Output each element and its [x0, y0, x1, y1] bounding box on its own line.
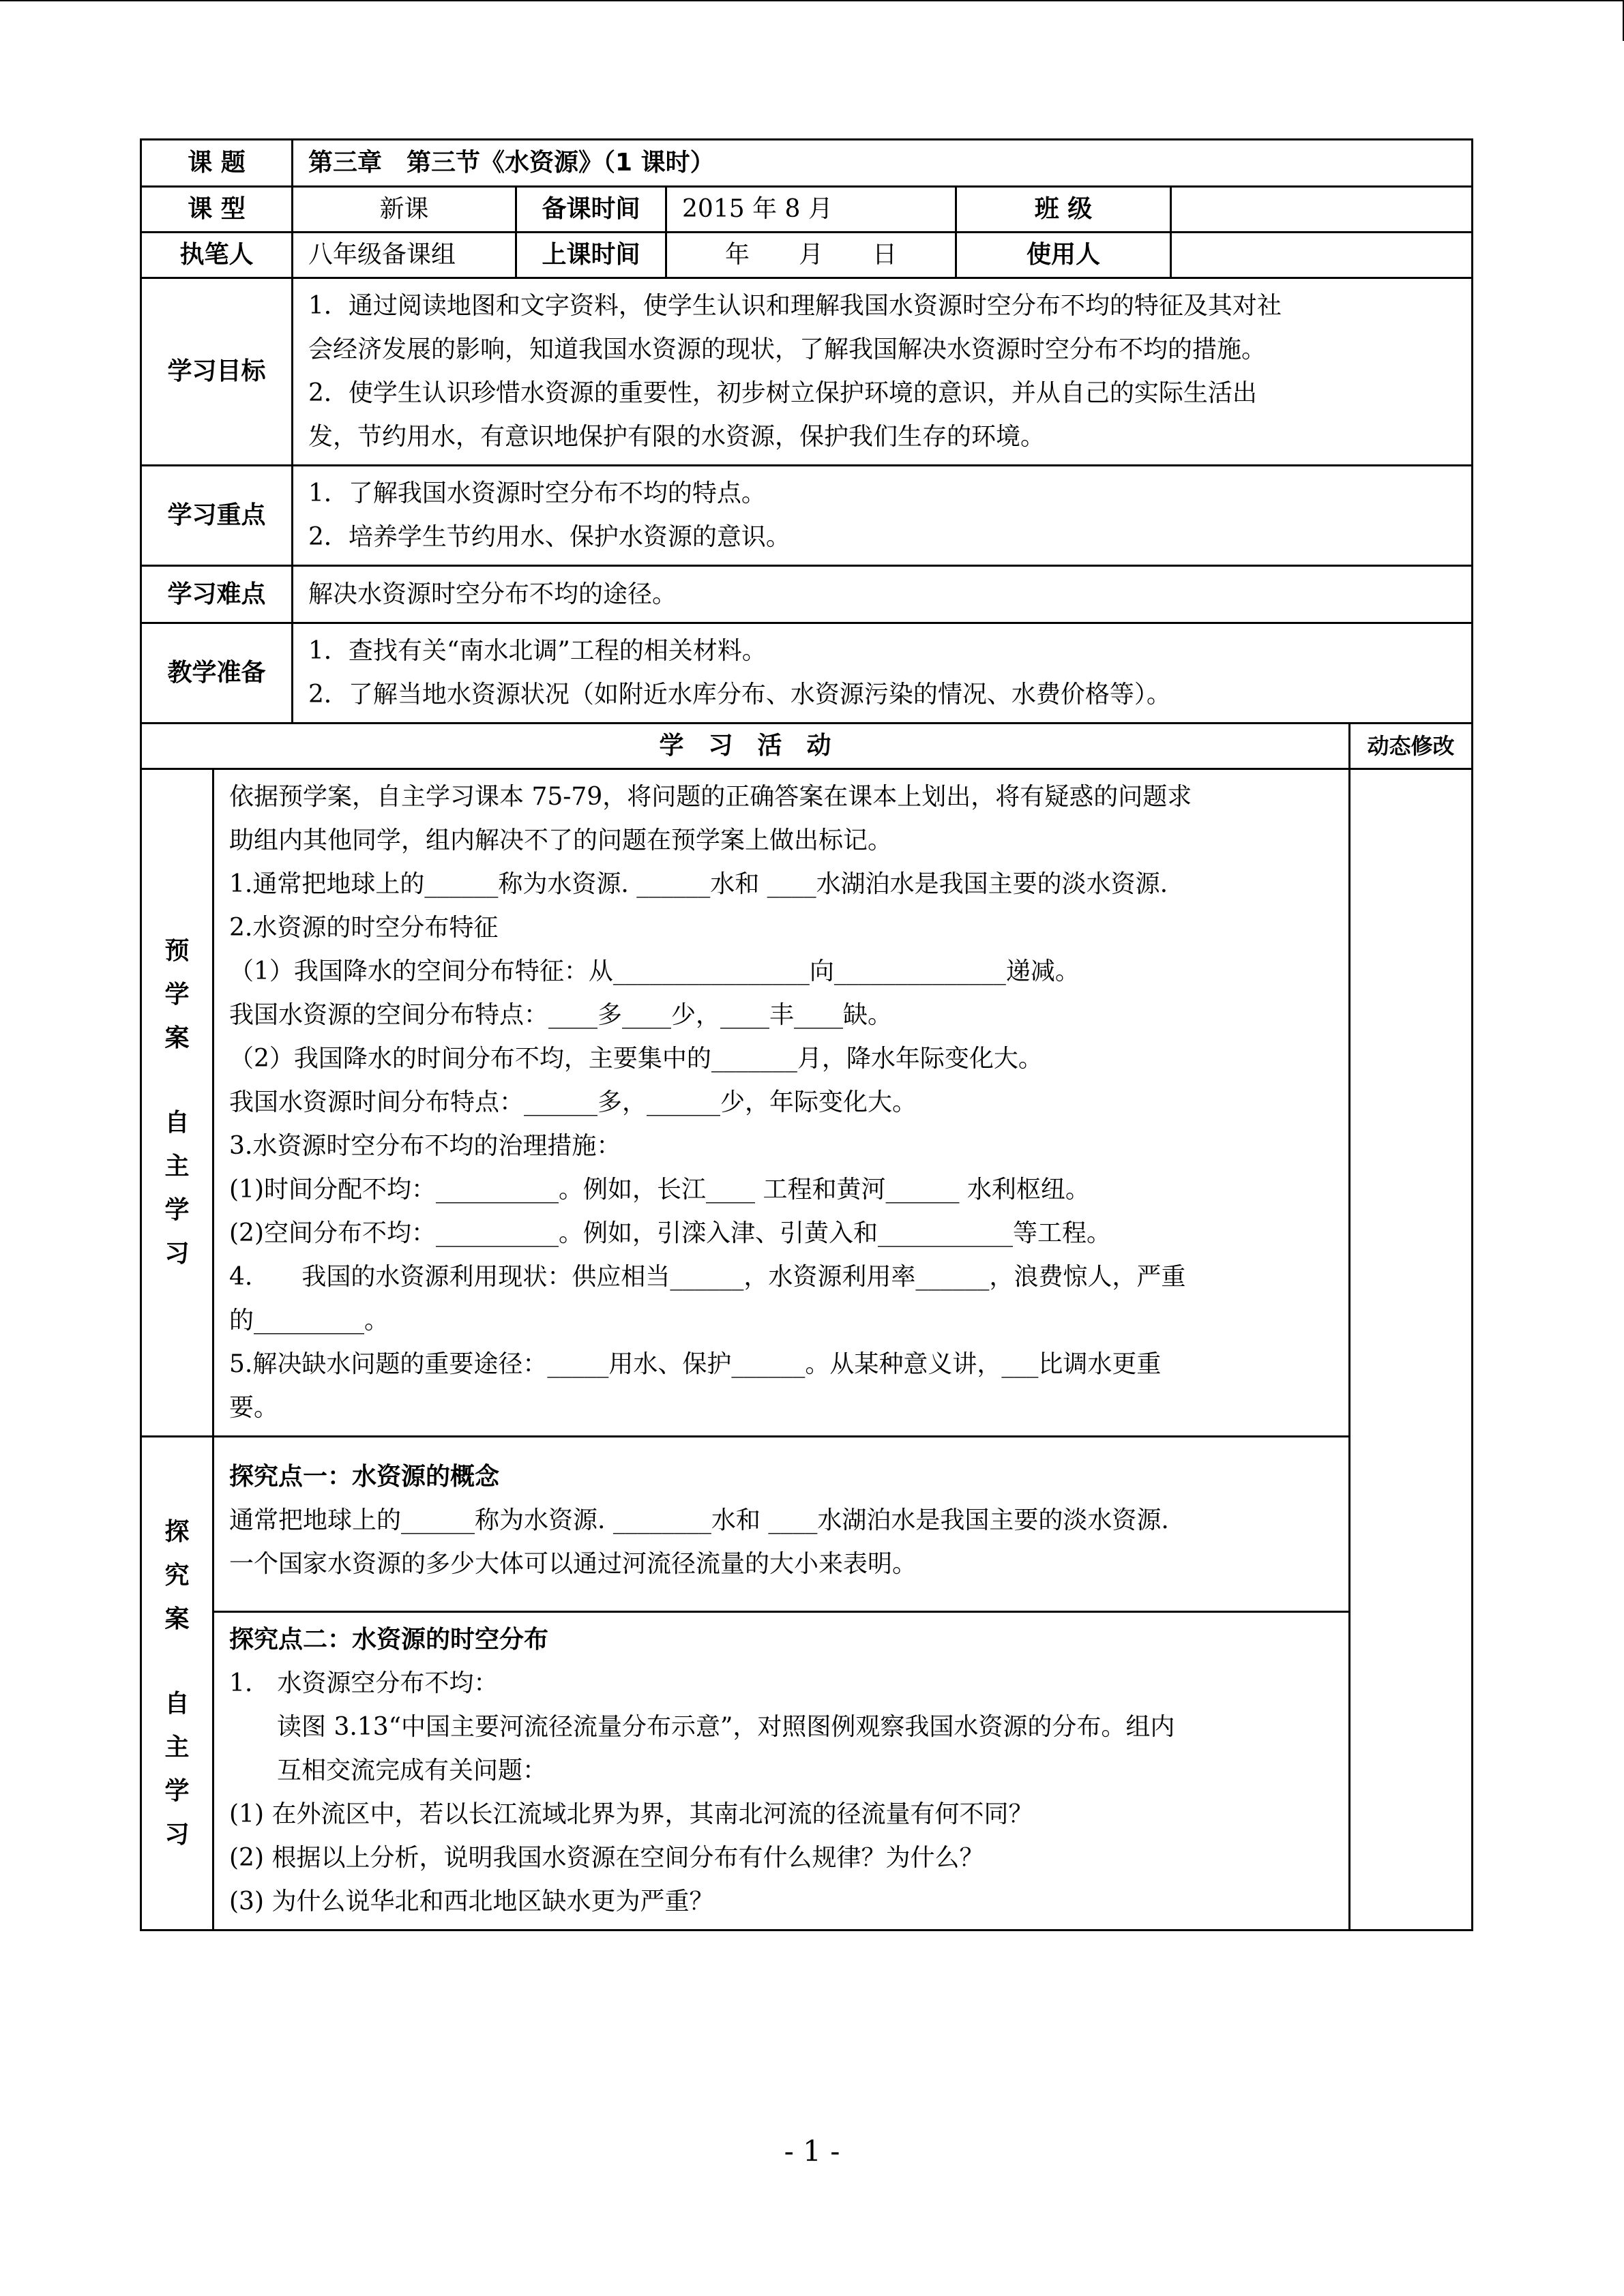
preview-line: 依据预学案，自主学习课本 75-79，将问题的正确答案在课本上划出，将有疑惑的问题求 — [229, 783, 1192, 811]
explore-point-2-line: (1) 在外流区中，若以长江流域北界为界，其南北河流的径流量有何不同？ — [229, 1800, 1033, 1828]
row-objectives — [141, 278, 1473, 466]
class-label: 班 级 — [956, 187, 1171, 233]
objectives-line: 会经济发展的影响，知道我国水资源的现状，了解我国解决水资源时空分布不均的措施。 — [308, 336, 1267, 363]
objectives-line: 1．通过阅读地图和文字资料，使学生认识和理解我国水资源时空分布不均的特征及其对社 — [308, 292, 1282, 320]
author-label: 执笔人 — [141, 233, 293, 278]
row-preparation — [141, 623, 1473, 724]
preview-line: 3.水资源时空分布不均的治理措施： — [229, 1132, 621, 1160]
explore-point-2-line: 互相交流完成有关问题： — [277, 1757, 548, 1785]
side-char: 学 — [164, 1776, 190, 1805]
side-char: 案 — [164, 1605, 190, 1633]
topic-label: 课 题 — [141, 140, 293, 187]
preview-side-label — [141, 769, 213, 1437]
explore-point-2-line: (3) 为什么说华北和西北地区缺水更为严重？ — [229, 1888, 714, 1915]
row-topic — [141, 140, 1473, 187]
class-value — [1171, 187, 1473, 233]
key-points-line: 2．培养学生节约用水、保护水资源的意识。 — [308, 523, 791, 551]
preview-line: 5.解决缺水问题的重要途径：_____用水、保护______。从某种意义讲，___比调水更重 — [229, 1350, 1162, 1378]
preview-line: 的_________。 — [229, 1307, 389, 1335]
user-value — [1171, 233, 1473, 278]
side-gap — [142, 1060, 212, 1101]
prep-time-label: 备课时间 — [516, 187, 666, 233]
row-key-points — [141, 466, 1473, 566]
side-char: 学 — [164, 981, 190, 1009]
side-char: 主 — [164, 1152, 190, 1180]
key-points-text — [293, 466, 1473, 566]
preview-line: 4. 我国的水资源利用现状：供应相当______，水资源利用率______，浪费惊人，严重 — [229, 1263, 1186, 1291]
side-char: 预 — [164, 937, 190, 965]
preview-line: 2.水资源的时空分布特征 — [229, 914, 499, 942]
objectives-text — [293, 278, 1473, 466]
preview-line: 1.通常把地球上的______称为水资源. ______水和 ____水湖泊水是我国主要的淡水资源. — [229, 870, 1168, 898]
side-char: 案 — [164, 1024, 190, 1052]
lesson-time-label: 上课时间 — [516, 233, 666, 278]
row-explore-2 — [141, 1612, 1473, 1930]
explore-point-2-title: 探究点二：水资源的时空分布 — [229, 1626, 549, 1654]
preparation-line: 1．查找有关“南水北调”工程的相关材料。 — [308, 637, 767, 665]
type-value: 新课 — [293, 187, 516, 233]
preview-line: 助组内其他同学，组内解决不了的问题在预学案上做出标记。 — [229, 826, 893, 854]
row-difficulty — [141, 566, 1473, 623]
preparation-text — [293, 623, 1473, 724]
preview-line: (2)空间分布不均：__________。例如，引滦入津、引黄入和___________等工程。 — [229, 1219, 1111, 1247]
preparation-label: 教学准备 — [141, 623, 293, 724]
explore-point-1-line: 通常把地球上的______称为水资源. ________水和 ____水湖泊水是我国主要的淡水资源. — [229, 1506, 1169, 1534]
page-number: - 1 - — [784, 2134, 840, 2168]
preview-line: （1）我国降水的空间分布特征：从________________向______________递减。 — [229, 957, 1080, 985]
key-points-line: 1．了解我国水资源时空分布不均的特点。 — [308, 479, 766, 507]
row-preview — [141, 769, 1473, 1437]
type-label: 课 型 — [141, 187, 293, 233]
side-gap — [142, 1641, 212, 1682]
explore-point-2 — [213, 1612, 1350, 1930]
lesson-time-value: 年 月 日 — [666, 233, 956, 278]
side-char: 学 — [164, 1196, 190, 1224]
explore-point-1-title: 探究点一：水资源的概念 — [229, 1463, 500, 1491]
preview-line: （2）我国降水的时间分布不均，主要集中的_______月，降水年际变化大。 — [229, 1045, 1043, 1073]
row-author — [141, 233, 1473, 278]
lesson-plan-table — [140, 138, 1473, 1931]
side-char: 习 — [164, 1240, 190, 1268]
side-char: 主 — [164, 1733, 190, 1761]
difficulty-label: 学习难点 — [141, 566, 293, 623]
row-activity-header — [141, 724, 1473, 769]
preview-line: 我国水资源时间分布特点：______多，______少，年际变化大。 — [229, 1088, 917, 1116]
prep-time-value: 2015 年 8 月 — [666, 187, 956, 233]
explore-point-1 — [213, 1437, 1350, 1612]
side-char: 自 — [164, 1689, 190, 1718]
preparation-line: 2．了解当地水资源状况（如附近水库分布、水资源污染的情况、水费价格等）。 — [308, 681, 1171, 709]
side-char: 究 — [164, 1561, 190, 1590]
objectives-line: 发，节约用水，有意识地保护有限的水资源，保护我们生存的环境。 — [308, 423, 1046, 451]
side-char: 自 — [164, 1109, 190, 1137]
explore-side-label — [141, 1437, 213, 1930]
objectives-line: 2．使学生认识珍惜水资源的重要性，初步树立保护环境的意识，并从自己的实际生活出 — [308, 379, 1257, 407]
dynamic-edit-column — [1350, 769, 1473, 1930]
preview-line: (1)时间分配不均：__________。例如，长江____ 工程和黄河______ 水利枢纽。 — [229, 1176, 1090, 1204]
dynamic-edit-label: 动态修改 — [1350, 724, 1473, 769]
user-label: 使用人 — [956, 233, 1171, 278]
explore-point-1-line: 一个国家水资源的多少大体可以通过河流径流量的大小来表明。 — [229, 1550, 917, 1578]
preview-content — [213, 769, 1350, 1437]
key-points-label: 学习重点 — [141, 466, 293, 566]
explore-point-2-line: 读图 3.13“中国主要河流径流量分布示意”，对照图例观察我国水资源的分布。组内 — [277, 1713, 1175, 1741]
preview-line: 我国水资源的空间分布特点：____多____少，____丰____缺。 — [229, 1001, 893, 1029]
row-type — [141, 187, 1473, 233]
activity-title: 学 习 活 动 — [141, 724, 1350, 769]
preview-line: 要。 — [229, 1394, 279, 1422]
side-char: 探 — [164, 1517, 190, 1546]
objectives-label: 学习目标 — [141, 278, 293, 466]
explore-point-2-line: 1. 水资源空分布不均： — [229, 1669, 499, 1697]
top-border-line — [0, 0, 1624, 1]
author-value: 八年级备课组 — [293, 233, 516, 278]
topic-value: 第三章 第三节《水资源》（1 课时） — [293, 140, 1473, 187]
difficulty-text: 解决水资源时空分布不均的途径。 — [293, 566, 1473, 623]
side-char: 习 — [164, 1820, 190, 1849]
row-explore-1 — [141, 1437, 1473, 1612]
explore-point-2-line: (2) 根据以上分析，说明我国水资源在空间分布有什么规律？为什么？ — [229, 1844, 984, 1872]
